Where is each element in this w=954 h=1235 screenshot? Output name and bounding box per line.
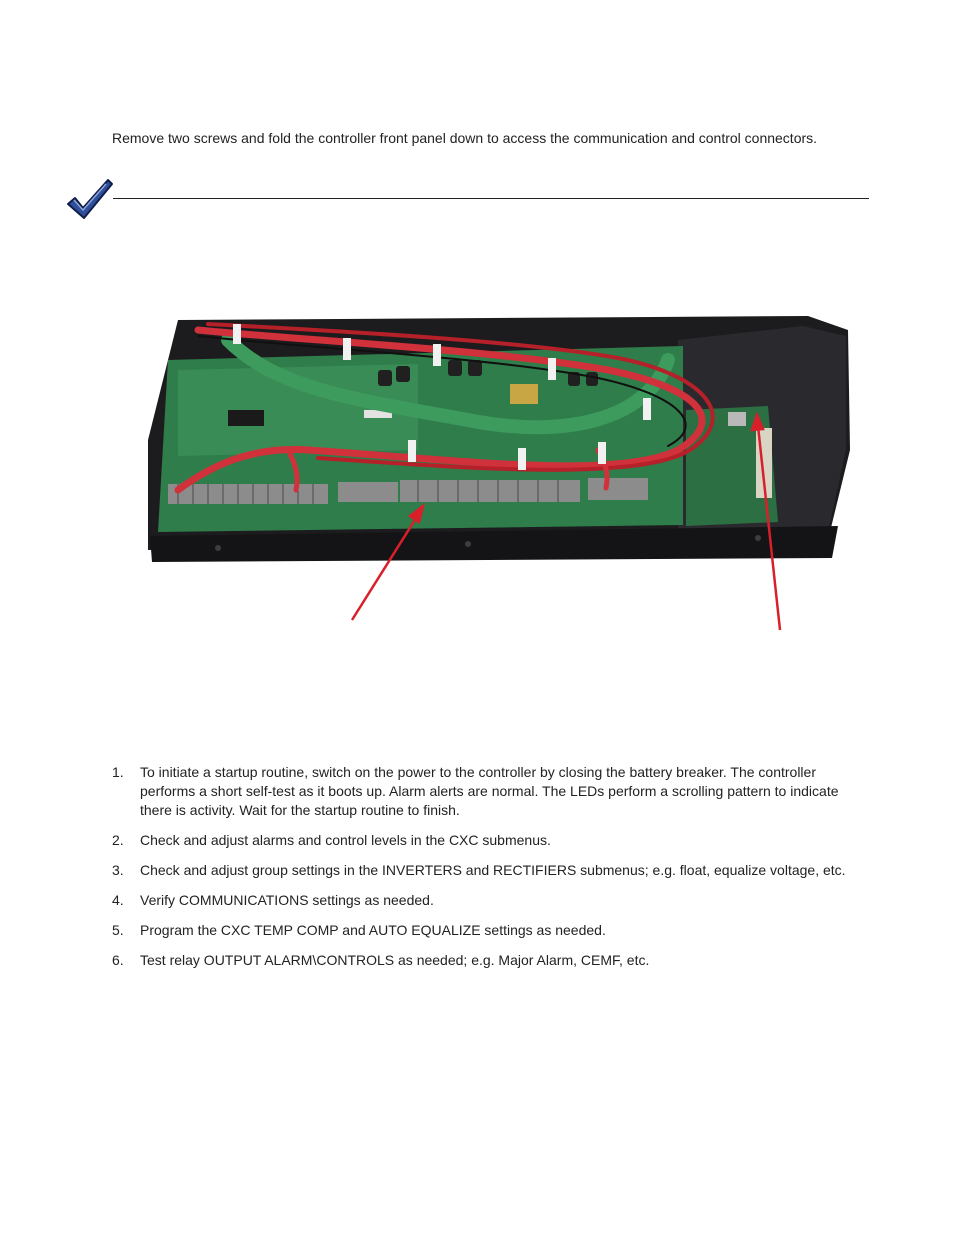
- step-number: 5.: [112, 922, 124, 938]
- list-item: [112, 891, 864, 910]
- step-number: 3.: [112, 862, 124, 878]
- step-text: Check and adjust alarms and control levels in the CXC submenus.: [140, 832, 551, 848]
- step-number: 6.: [112, 952, 124, 968]
- step-number: 2.: [112, 832, 124, 848]
- intro-paragraph: Remove two screws and fold the controller front panel down to access the communication and control connectors.: [112, 130, 818, 146]
- note-divider: [113, 198, 869, 199]
- list-item: [112, 861, 864, 880]
- step-number: 4.: [112, 892, 124, 908]
- startup-steps-list: [112, 763, 864, 981]
- step-text: Test relay OUTPUT ALARM\CONTROLS as needed; e.g. Major Alarm, CEMF, etc.: [140, 952, 650, 968]
- step-number: 1.: [112, 764, 124, 780]
- step-text: Check and adjust group settings in the INVERTERS and RECTIFIERS submenus; e.g. float, equalize voltage, etc.: [140, 862, 846, 878]
- list-item: [112, 951, 864, 970]
- checkmark-icon: [66, 176, 114, 220]
- list-item: [112, 763, 864, 820]
- step-text: Verify COMMUNICATIONS settings as needed.: [140, 892, 434, 908]
- step-text: Program the CXC TEMP COMP and AUTO EQUALIZE settings as needed.: [140, 922, 606, 938]
- step-text: To initiate a startup routine, switch on the power to the controller by closing the battery breaker. The controller performs a short self-test as it boots up. Alarm alerts are normal. The LEDs perform a scrolling pattern to indicate there is activity. Wait for the startup routine to finish.: [140, 764, 839, 818]
- controller-circuit-board-photo: [138, 300, 858, 640]
- list-item: [112, 921, 864, 940]
- list-item: [112, 831, 864, 850]
